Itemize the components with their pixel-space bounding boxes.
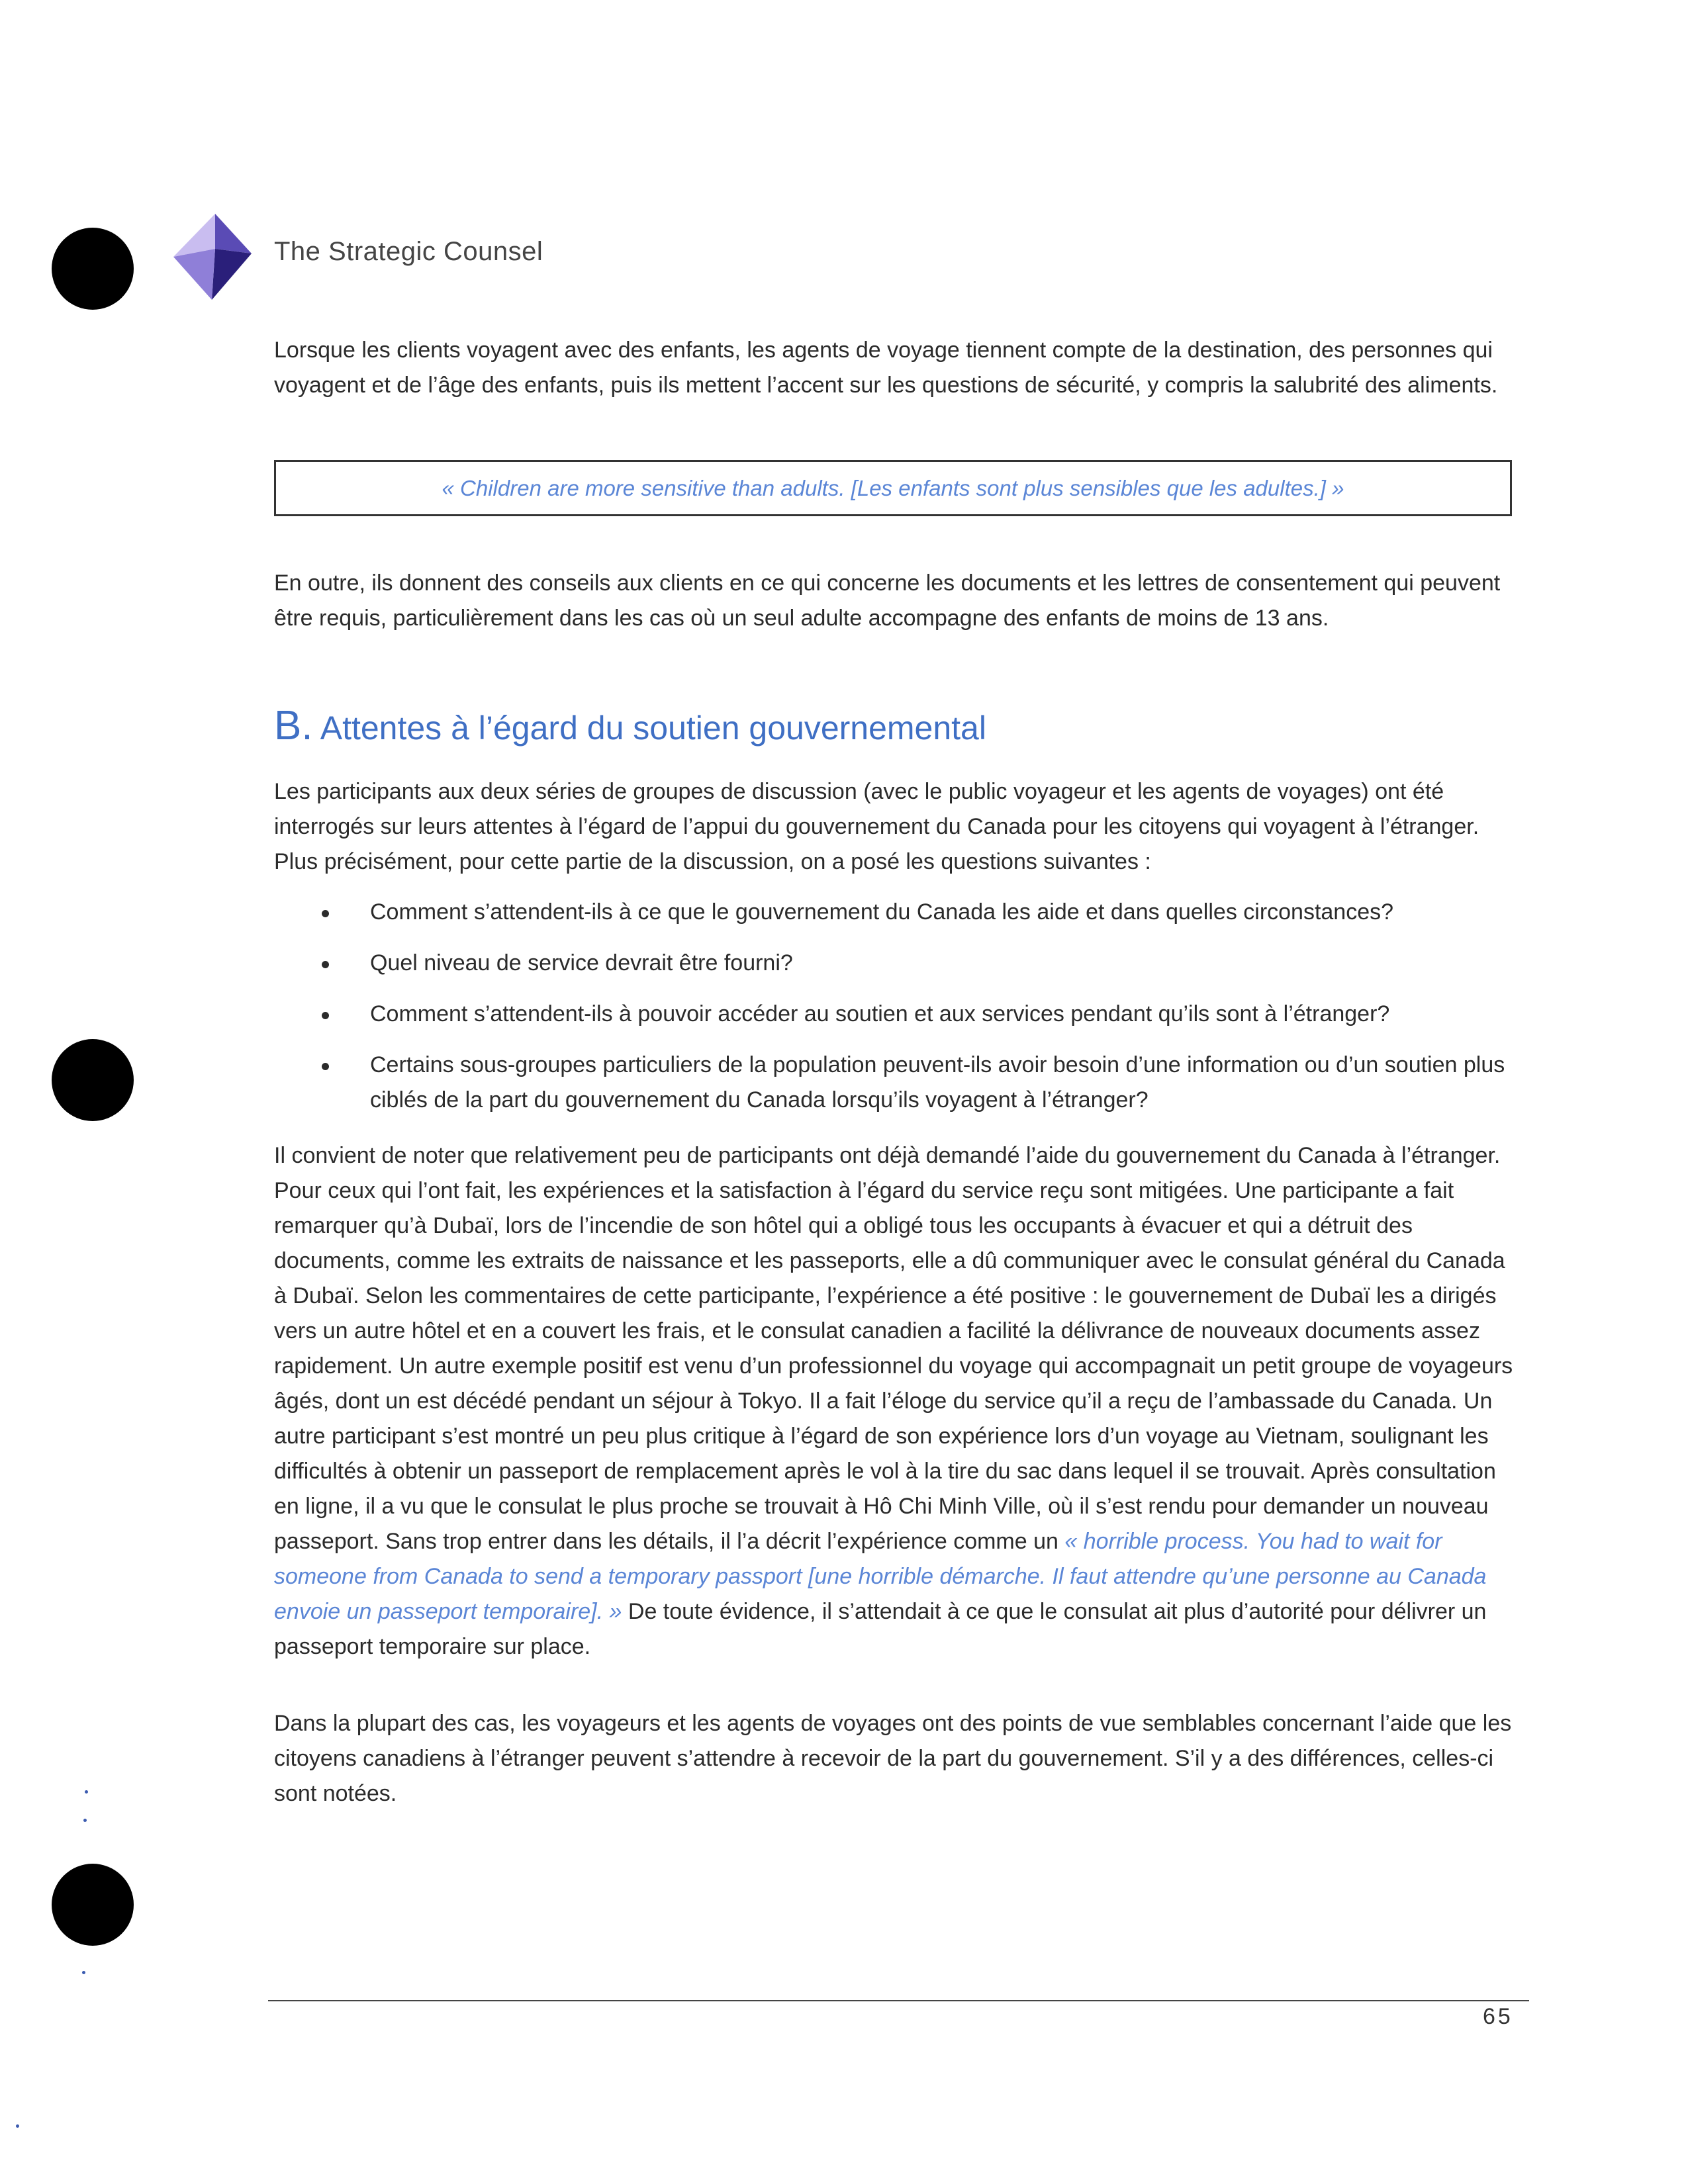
brand-name: The Strategic Counsel xyxy=(274,237,543,266)
scan-speck xyxy=(85,1790,88,1794)
paragraph-participants-intro: Les participants aux deux séries de groupes de discussion (avec le public voyageur et les agents de voyages) ont été interrogés sur leurs attentes à l’égard de l’appui du gouvernement du Canada pour les citoyens qui voyagent à l’étranger. Plus précisément, pour cette partie de la discussion, on a posé les questions suivantes : xyxy=(274,779,1479,874)
quote-box xyxy=(274,460,1512,516)
scan-speck xyxy=(82,1971,85,1974)
question-text: Comment s’attendent-ils à ce que le gouvernement du Canada les aide et dans quelles circonstances? xyxy=(370,899,1394,925)
list-item xyxy=(274,1048,1519,1118)
section-title: Attentes à l’égard du soutien gouvernemental xyxy=(320,709,986,747)
quote-text: « Children are more sensitive than adults. [Les enfants sont plus sensibles que les adultes.] » xyxy=(442,475,1344,500)
paragraph-children-travel: Lorsque les clients voyagent avec des enfants, les agents de voyage tiennent compte de la destination, des personnes qui voyagent et de l’âge des enfants, puis ils mettent l’accent sur les questions de sécurité, y compris la salubrité des aliments. xyxy=(274,338,1498,398)
experiences-text: Il convient de noter que relativement peu de participants ont déjà demandé l’aide du gouvernement du Canada à l’étranger. Pour ceux qui l’ont fait, les expériences et la satisfaction à l’égard du service reçu sont mitigées. Une participante a fait remarquer qu’à Dubaï, lors de l’incendie de son hôtel qui a obligé tous les occupants à évacuer et qui a détruit des documents, comme les extraits de naissance et les passeports, elle a dû communiquer avec le consulat général du Canada à Dubaï. Selon les commentaires de cette participante, l’expérience a été positive : le gouvernement de Dubaï les a dirigés vers un autre hôtel et en a couvert les frais, et le consulat canadien a facilité la délivrance de nouveaux documents assez rapidement. Un autre exemple positif est venu d’un professionnel du voyage qui accompagnait un petit groupe de voyageurs âgés, dont un est décédé pendant un séjour à Tokyo. Il a fait l’éloge du service qu’il a reçu de l’ambassade du Canada. Un autre participant s’est montré un peu plus critique à l’égard de son expérience lors d’un voyage au Vietnam, soulignant les difficultés à obtenir un passeport de remplacement après le vol à la tire du sac dans lequel il se trouvait. Après consultation en ligne, il a vu que le consulat le plus proche se trouvait à Hô Chi Minh Ville, où il s’est rendu pour demander un nouveau passeport. Sans trop entrer dans les détails, il l’a décrit l’expérience comme un xyxy=(274,1143,1513,1554)
participant-quote: « horrible process. You had to wait for someone from Canada to send a temporary passport [une horrible démarche. Il faut attendre qu’une personne au Canada envoie un passeport temporaire]. » xyxy=(274,1529,1487,1624)
paragraph-differences: Dans la plupart des cas, les voyageurs et les agents de voyages ont des points de vue semblables concernant l’aide que les citoyens canadiens à l’étranger peuvent s’attendre à recevoir de la part du gouvernement. S’il y a des différences, celles-ci sont notées. xyxy=(274,1711,1512,1806)
bullet-icon xyxy=(322,961,329,968)
section-heading xyxy=(274,705,986,749)
section-letter: B. xyxy=(274,703,313,749)
scan-speck xyxy=(16,2124,19,2128)
scan-speck xyxy=(83,1819,87,1822)
list-item xyxy=(274,895,1519,930)
bullet-icon xyxy=(322,1063,329,1070)
strategic-counsel-logo xyxy=(165,210,258,303)
paragraph-consent-documents: En outre, ils donnent des conseils aux clients en ce qui concerne les documents et les lettres de consentement qui peuvent être requis, particulièrement dans les cas où un seul adulte accompagne des enfants de moins de 13 ans. xyxy=(274,570,1501,631)
experiences-conclusion: De toute évidence, il s’attendait à ce que le consulat ait plus d’autorité pour délivrer un passeport temporaire sur place. xyxy=(274,1599,1487,1659)
page-number: 65 xyxy=(1483,2004,1513,2029)
list-item xyxy=(274,997,1519,1032)
list-item xyxy=(274,946,1519,981)
punch-hole-bottom xyxy=(52,1864,134,1946)
question-text: Comment s’attendent-ils à pouvoir accéder au soutien et aux services pendant qu’ils sont à l’étranger? xyxy=(370,1001,1390,1026)
punch-hole-top xyxy=(52,228,134,310)
questions-list xyxy=(274,895,1519,1118)
punch-hole-middle xyxy=(52,1039,134,1121)
bullet-icon xyxy=(322,1012,329,1019)
question-text: Certains sous-groupes particuliers de la population peuvent-ils avoir besoin d’une information ou d’un soutien plus ciblés de la part du gouvernement du Canada lorsqu’ils voyagent à l’étranger? xyxy=(370,1052,1505,1113)
question-text: Quel niveau de service devrait être fourni? xyxy=(370,950,793,976)
bullet-icon xyxy=(322,910,329,917)
footer-rule xyxy=(268,2000,1529,2001)
paragraph-experiences xyxy=(274,1138,1519,1664)
